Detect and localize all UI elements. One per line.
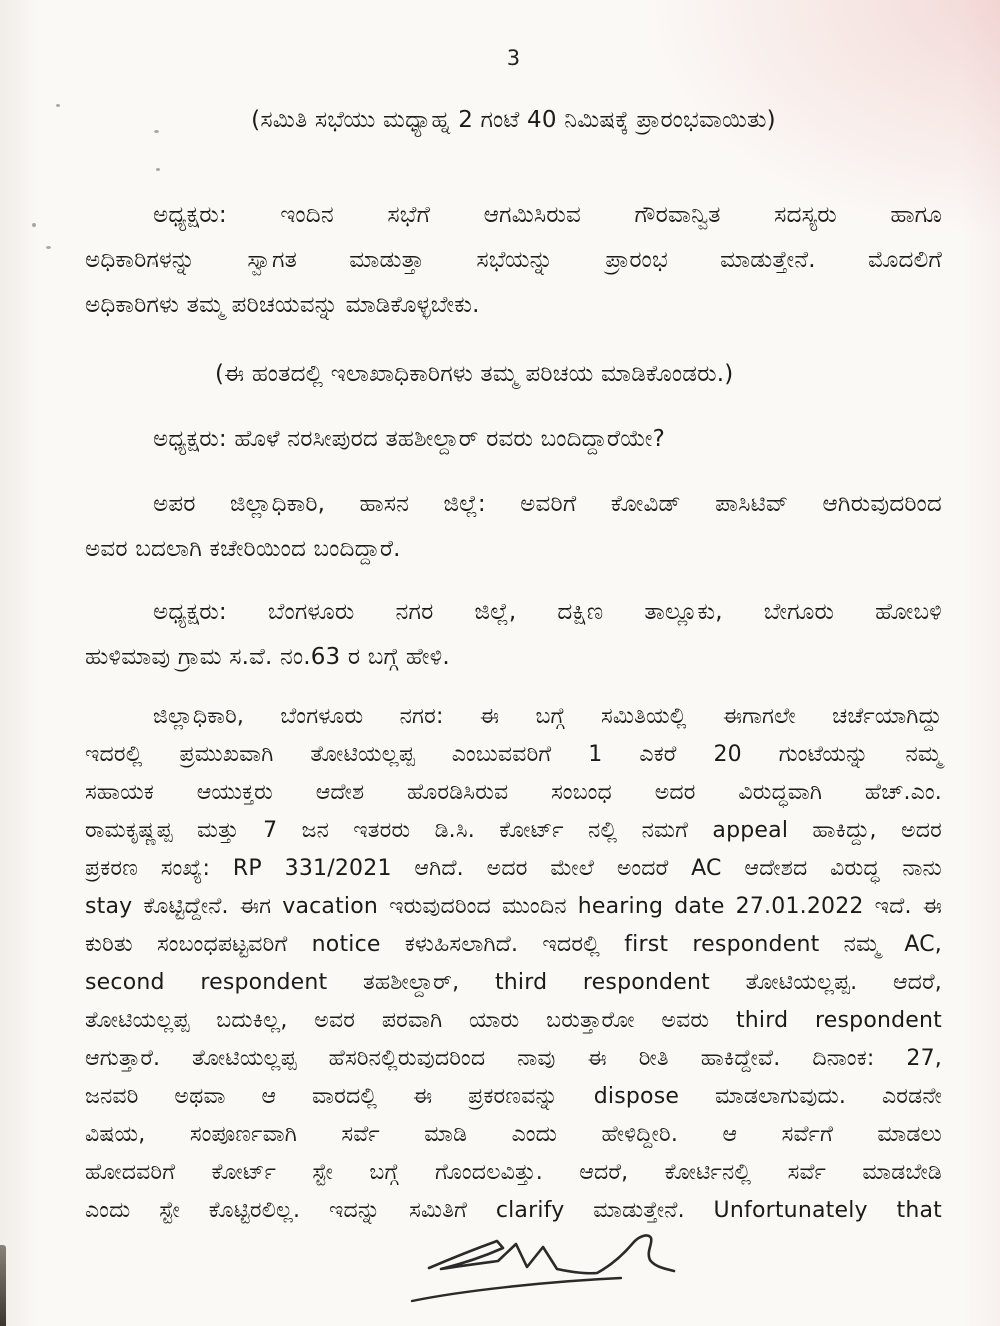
text-line: (ಈ ಹಂತದಲ್ಲಿ ಇಲಾಖಾಧಿಕಾರಿಗಳು ತಮ್ಮ ಪರಿಚಯ ಮಾಡಿಕೊಂಡರು.) [215, 361, 734, 387]
paragraph [85, 482, 942, 572]
text-line: ಹೋದವರಿಗೆ ಕೋರ್ಟ್ ಸ್ಟೇ ಬಗ್ಗೆ ಗೊಂದಲವಿತ್ತು. ಆದರೆ, ಕೋರ್ಟಿನಲ್ಲಿ ಸರ್ವೆ ಮಾಡಬೇಡಿ [85, 1160, 942, 1185]
paragraph [85, 193, 942, 328]
text-line: ಆಗುತ್ತಾರೆ. ತೋಟಿಯಲ್ಲಪ್ಪ ಹೆಸರಿನಲ್ಲಿರುವುದರಿಂದ ನಾವು ಈ ರೀತಿ ಹಾಕಿದ್ದೇವೆ. ದಿನಾಂಕ: 27, [85, 1046, 942, 1071]
text-line: ಎಂದು ಸ್ಟೇ ಕೊಟ್ಟಿರಲಿಲ್ಲ. ಇದನ್ನು ಸಮಿತಿಗೆ clarify ಮಾಡುತ್ತೇನೆ. Unfortunately that [85, 1198, 942, 1223]
text-line: stay ಕೊಟ್ಟಿದ್ದೇನೆ. ಈಗ vacation ಇರುವುದರಿಂದ ಮುಂದಿನ hearing date 27.01.2022 ಇದೆ. ಈ [85, 894, 942, 919]
paragraph [85, 98, 942, 143]
text-line: second respondent ತಹಶೀಲ್ದಾರ್, third respondent ತೋಟಿಯಲ್ಲಪ್ಪ. ಆದರೆ, [85, 970, 942, 995]
text-line: ತೋಟಿಯಲ್ಲಪ್ಪ ಬದುಕಿಲ್ಲ, ಅವರ ಪರವಾಗಿ ಯಾರು ಬರುತ್ತಾರೋ ಅವರು third respondent [85, 1008, 942, 1033]
text-line: ಪ್ರಕರಣ ಸಂಖ್ಯೆ: RP 331/2021 ಆಗಿದೆ. ಅದರ ಮೇಲೆ ಅಂದರೆ AC ಆದೇಶದ ವಿರುದ್ಧ ನಾನು [85, 856, 942, 881]
scan-speckle [46, 246, 51, 249]
text-line: ಅಧಿಕಾರಿಗಳನ್ನು ಸ್ವಾಗತ ಮಾಡುತ್ತಾ ಸಭೆಯನ್ನು ಪ್ರಾರಂಭ ಮಾಡುತ್ತೇನೆ. ಮೊದಲಿಗೆ [85, 247, 942, 273]
page-number: 3 [506, 46, 521, 70]
text-line: ಹುಳಿಮಾವು ಗ್ರಾಮ ಸ.ವೆ. ನಂ.63 ರ ಬಗ್ಗೆ ಹೇಳಿ. [85, 644, 450, 670]
text-line: ಇದರಲ್ಲಿ ಪ್ರಮುಖವಾಗಿ ತೋಟಿಯಲ್ಲಪ್ಪ ಎಂಬುವವರಿಗೆ 1 ಎಕರೆ 20 ಗುಂಟೆಯನ್ನು ನಮ್ಮ [85, 742, 942, 767]
text-line: ಸಹಾಯಕ ಆಯುಕ್ತರು ಆದೇಶ ಹೊರಡಿಸಿರುವ ಸಂಬಂಧ ಅದರ ವಿರುದ್ಧವಾಗಿ ಹೆಚ್.ಎಂ. [85, 780, 942, 805]
text-line: ವಿಷಯ, ಸಂಪೂರ್ಣವಾಗಿ ಸರ್ವೆ ಮಾಡಿ ಎಂದು ಹೇಳಿದ್ದೀರಿ. ಆ ಸರ್ವೆಗೆ ಮಾಡಲು [85, 1122, 942, 1147]
document-page [85, 44, 942, 1230]
paragraph [85, 352, 942, 397]
signature-scribble [385, 1212, 685, 1317]
text-line: ಅಧಿಕಾರಿಗಳು ತಮ್ಮ ಪರಿಚಯವನ್ನು ಮಾಡಿಕೊಳ್ಳಬೇಕು. [85, 292, 480, 318]
text-line: ಅಧ್ಯಕ್ಷರು: ಹೊಳೆ ನರಸೀಪುರದ ತಹಶೀಲ್ದಾರ್ ರವರು ಬಂದಿದ್ದಾರೆಯೇ? [153, 426, 665, 452]
text-line: ಜನವರಿ ಅಥವಾ ಆ ವಾರದಲ್ಲಿ ಈ ಪ್ರಕರಣವನ್ನು dispose ಮಾಡಲಾಗುವುದು. ಎರಡನೇ [85, 1084, 942, 1109]
paragraph [85, 698, 942, 1230]
scan-speckle [56, 104, 60, 107]
text-line: ಅಧ್ಯಕ್ಷರು: ಇಂದಿನ ಸಭೆಗೆ ಆಗಮಿಸಿರುವ ಗೌರವಾನ್ವಿತ ಸದಸ್ಯರು ಹಾಗೂ [153, 202, 942, 228]
text-line: ಅವರ ಬದಲಾಗಿ ಕಚೇರಿಯಿಂದ ಬಂದಿದ್ದಾರೆ. [85, 536, 401, 562]
document-body [85, 98, 942, 1230]
text-line: ಅಪರ ಜಿಲ್ಲಾಧಿಕಾರಿ, ಹಾಸನ ಜಿಲ್ಲೆ: ಅವರಿಗೆ ಕೋವಿಡ್ ಪಾಸಿಟಿವ್ ಆಗಿರುವುದರಿಂದ [153, 491, 942, 517]
signature-block [0, 1212, 1000, 1317]
paragraph [85, 590, 942, 680]
text-line: ಜಿಲ್ಲಾಧಿಕಾರಿ, ಬೆಂಗಳೂರು ನಗರ: ಈ ಬಗ್ಗೆ ಸಮಿತಿಯಲ್ಲಿ ಈಗಾಗಲೇ ಚರ್ಚೆಯಾಗಿದ್ದು [153, 704, 942, 729]
text-line: ಕುರಿತು ಸಂಬಂಧಪಟ್ಟವರಿಗೆ notice ಕಳುಹಿಸಲಾಗಿದೆ. ಇದರಲ್ಲಿ first respondent ನಮ್ಮ AC, [85, 932, 942, 957]
text-line: ರಾಮಕೃಷ್ಣಪ್ಪ ಮತ್ತು 7 ಜನ ಇತರರು ಡಿ.ಸಿ. ಕೋರ್ಟ್ ನಲ್ಲಿ ನಮಗೆ appeal ಹಾಕಿದ್ದು, ಅದರ [85, 818, 942, 843]
paragraph [85, 417, 942, 462]
scan-speckle [32, 223, 36, 227]
text-line: (ಸಮಿತಿ ಸಭೆಯು ಮಧ್ಯಾಹ್ನ 2 ಗಂಟೆ 40 ನಿಮಿಷಕ್ಕೆ ಪ್ರಾರಂಭವಾಯಿತು) [251, 107, 776, 133]
text-line: ಅಧ್ಯಕ್ಷರು: ಬೆಂಗಳೂರು ನಗರ ಜಿಲ್ಲೆ, ದಕ್ಷಿಣ ತಾಲ್ಲೂಕು, ಬೇಗೂರು ಹೋಬಳಿ [153, 599, 942, 625]
